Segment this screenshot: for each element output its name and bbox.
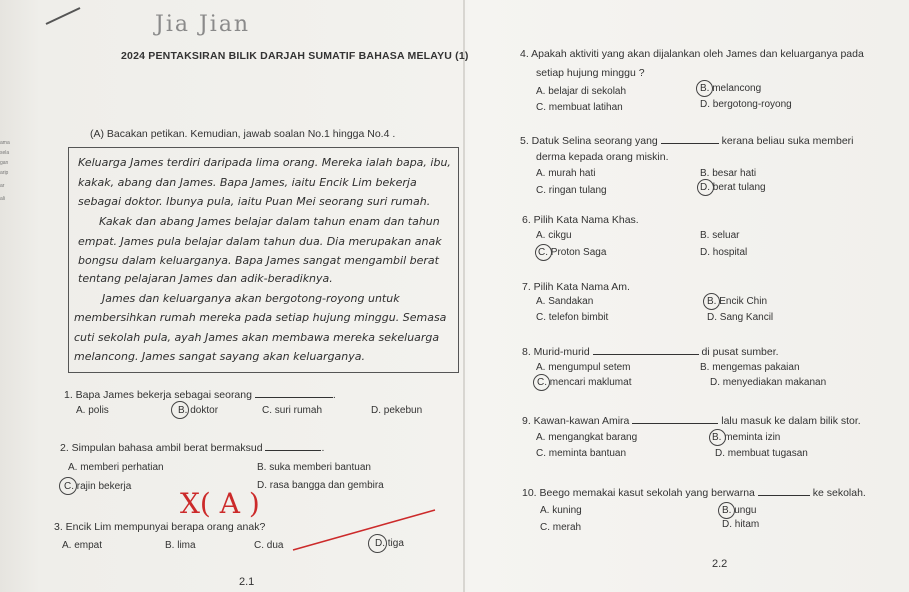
answer-blank [255, 388, 333, 398]
margin-fragment: ar [0, 183, 5, 189]
option[interactable]: B. besar hati [700, 168, 757, 179]
option[interactable]: C. merah [540, 522, 582, 533]
page-number: 2.2 [712, 558, 728, 570]
question-2 [60, 441, 324, 454]
answer-circle [696, 80, 713, 97]
passage-line: tentang pelajaran James dan adik-beradiknya. [78, 272, 333, 285]
option[interactable]: C. Proton Saga [538, 247, 607, 258]
option[interactable]: A. Sandakan [536, 296, 594, 307]
answer-circle [171, 401, 189, 419]
question-stem: 1. Bapa James bekerja sebagai seorang [64, 389, 252, 401]
option[interactable]: A. kuning [540, 505, 582, 516]
question-stem-end: . [321, 442, 325, 454]
exam-title: 2024 PENTAKSIRAN BILIK DARJAH SUMATIF BAHASA MELAYU (1) [121, 50, 469, 62]
option[interactable]: A. mengangkat barang [536, 432, 638, 443]
section-instruction: (A) Bacakan petikan. Kemudian, jawab soalan No.1 hingga No.4 . [90, 128, 396, 140]
question-stem-tail: di pusat sumber. [701, 346, 779, 358]
question-3: 3. Encik Lim mempunyai berapa orang anak? [54, 521, 266, 533]
page-number: 2.1 [239, 576, 255, 588]
option[interactable]: C. rajin bekerja [64, 481, 132, 492]
question-1 [64, 388, 336, 401]
option[interactable]: B. Encik Chin [707, 296, 768, 307]
answer-blank [632, 414, 718, 424]
passage-line: cuti sekolah pula, ayah James akan membawa mereka sekeluarga [74, 331, 440, 344]
answer-blank [661, 134, 719, 144]
answer-circle [697, 179, 714, 196]
question-stem: 5. Datuk Selina seorang yang [520, 135, 658, 147]
page-fold [463, 0, 465, 592]
pencil-stroke [44, 4, 84, 26]
correction-stroke [290, 505, 440, 555]
option[interactable]: C. dua [254, 540, 284, 551]
option[interactable]: A. mengumpul setem [536, 362, 631, 373]
option[interactable]: B. mengemas pakaian [700, 362, 800, 373]
option[interactable]: A. memberi perhatian [68, 462, 164, 473]
option[interactable]: C. telefon bimbit [536, 312, 609, 323]
answer-blank [593, 345, 699, 355]
option[interactable]: C. suri rumah [262, 405, 323, 416]
teacher-correction: X( A ) [180, 487, 260, 520]
question-stem: 10. Beego memakai kasut sekolah yang berwarna [522, 487, 755, 499]
passage-line: bongsu dalam keluarganya. Bapa James sangat mengambil berat [78, 254, 439, 267]
question-4-line2: setiap hujung minggu ? [536, 67, 645, 79]
answer-circle [703, 293, 720, 310]
option[interactable]: B. melancong [700, 83, 762, 94]
passage-line: James dan keluarganya akan bergotong-royong untuk [102, 292, 400, 305]
passage-line: Keluarga James terdiri daripada lima orang. Mereka ialah bapa, ibu, [78, 156, 451, 169]
question-4: 4. Apakah aktiviti yang akan dijalankan oleh James dan keluarganya pada [520, 48, 864, 60]
option[interactable]: A. empat [62, 540, 103, 551]
margin-fragment: gan [0, 160, 9, 166]
option[interactable]: A. cikgu [536, 230, 572, 241]
question-5 [520, 134, 854, 147]
passage-line: membersihkan rumah mereka pada setiap hujung minggu. Semasa [74, 311, 447, 324]
question-5-line2: derma kepada orang miskin. [536, 151, 669, 163]
answer-circle [533, 374, 550, 391]
option[interactable]: C. ringan tulang [536, 185, 607, 196]
reading-passage [68, 147, 459, 373]
question-stem: 2. Simpulan bahasa ambil berat bermaksud [60, 442, 263, 454]
option[interactable]: B. lima [165, 540, 196, 551]
option[interactable]: C. mencari maklumat [537, 377, 632, 388]
option[interactable]: D. bergotong-royong [700, 99, 792, 110]
passage-line: sebagai doktor. Ibunya pula, iaitu Puan Mei seorang suri rumah. [78, 195, 431, 208]
option[interactable]: D. berat tulang [700, 182, 766, 193]
question-9 [522, 414, 861, 427]
option[interactable]: A. belajar di sekolah [536, 86, 627, 97]
option[interactable]: D. menyediakan makanan [710, 377, 827, 388]
question-stem-tail: lalu masuk ke dalam bilik stor. [721, 415, 861, 427]
question-7: 7. Pilih Kata Nama Am. [522, 281, 630, 293]
answer-circle [718, 502, 735, 519]
answer-circle [368, 534, 387, 553]
option[interactable]: D. hitam [722, 519, 760, 530]
question-10 [522, 486, 866, 499]
option[interactable]: D. Sang Kancil [707, 312, 774, 323]
option[interactable]: B. meminta izin [712, 432, 781, 443]
answer-blank [265, 441, 321, 451]
margin-fragment: ali [0, 196, 6, 202]
passage-line: Kakak dan abang James belajar dalam tahun enam dan tahun [99, 215, 440, 228]
passage-line: melancong. James sangat sayang akan keluarganya. [74, 350, 366, 363]
answer-circle [535, 244, 552, 261]
option[interactable]: D. hospital [700, 247, 748, 258]
answer-circle [59, 477, 77, 495]
option[interactable]: B. suka memberi bantuan [257, 462, 371, 473]
question-6: 6. Pilih Kata Nama Khas. [522, 214, 639, 226]
question-stem-tail: kerana beliau suka memberi [721, 135, 854, 147]
option[interactable]: D. pekebun [371, 405, 423, 416]
option[interactable]: C. membuat latihan [536, 102, 623, 113]
option[interactable]: A. polis [76, 405, 109, 416]
question-stem: 9. Kawan-kawan Amira [522, 415, 630, 427]
option[interactable]: D. tiga [375, 538, 404, 549]
option[interactable]: C. meminta bantuan [536, 448, 627, 459]
option[interactable]: A. murah hati [536, 168, 596, 179]
option[interactable]: B. ungu [722, 505, 757, 516]
margin-fragment: ama [0, 140, 10, 146]
option[interactable]: B. doktor [178, 405, 219, 416]
student-name: Jia Jian [155, 12, 251, 37]
passage-line: empat. James pula belajar dalam tahun dua. Dia merupakan anak [78, 235, 442, 248]
question-stem-end: . [332, 389, 336, 401]
question-8 [522, 345, 779, 358]
option[interactable]: D. rasa bangga dan gembira [257, 480, 384, 491]
passage-line: kakak, abang dan James. Bapa James, iaitu Encik Lim bekerja [78, 176, 417, 189]
question-stem: 8. Murid-murid [522, 346, 590, 358]
answer-blank [758, 486, 810, 496]
margin-fragment: arip [0, 170, 9, 176]
option[interactable]: B. seluar [700, 230, 740, 241]
margin-fragment: sela [0, 150, 10, 156]
answer-circle [709, 429, 726, 446]
option[interactable]: D. membuat tugasan [715, 448, 808, 459]
question-stem-tail: ke sekolah. [812, 487, 866, 499]
